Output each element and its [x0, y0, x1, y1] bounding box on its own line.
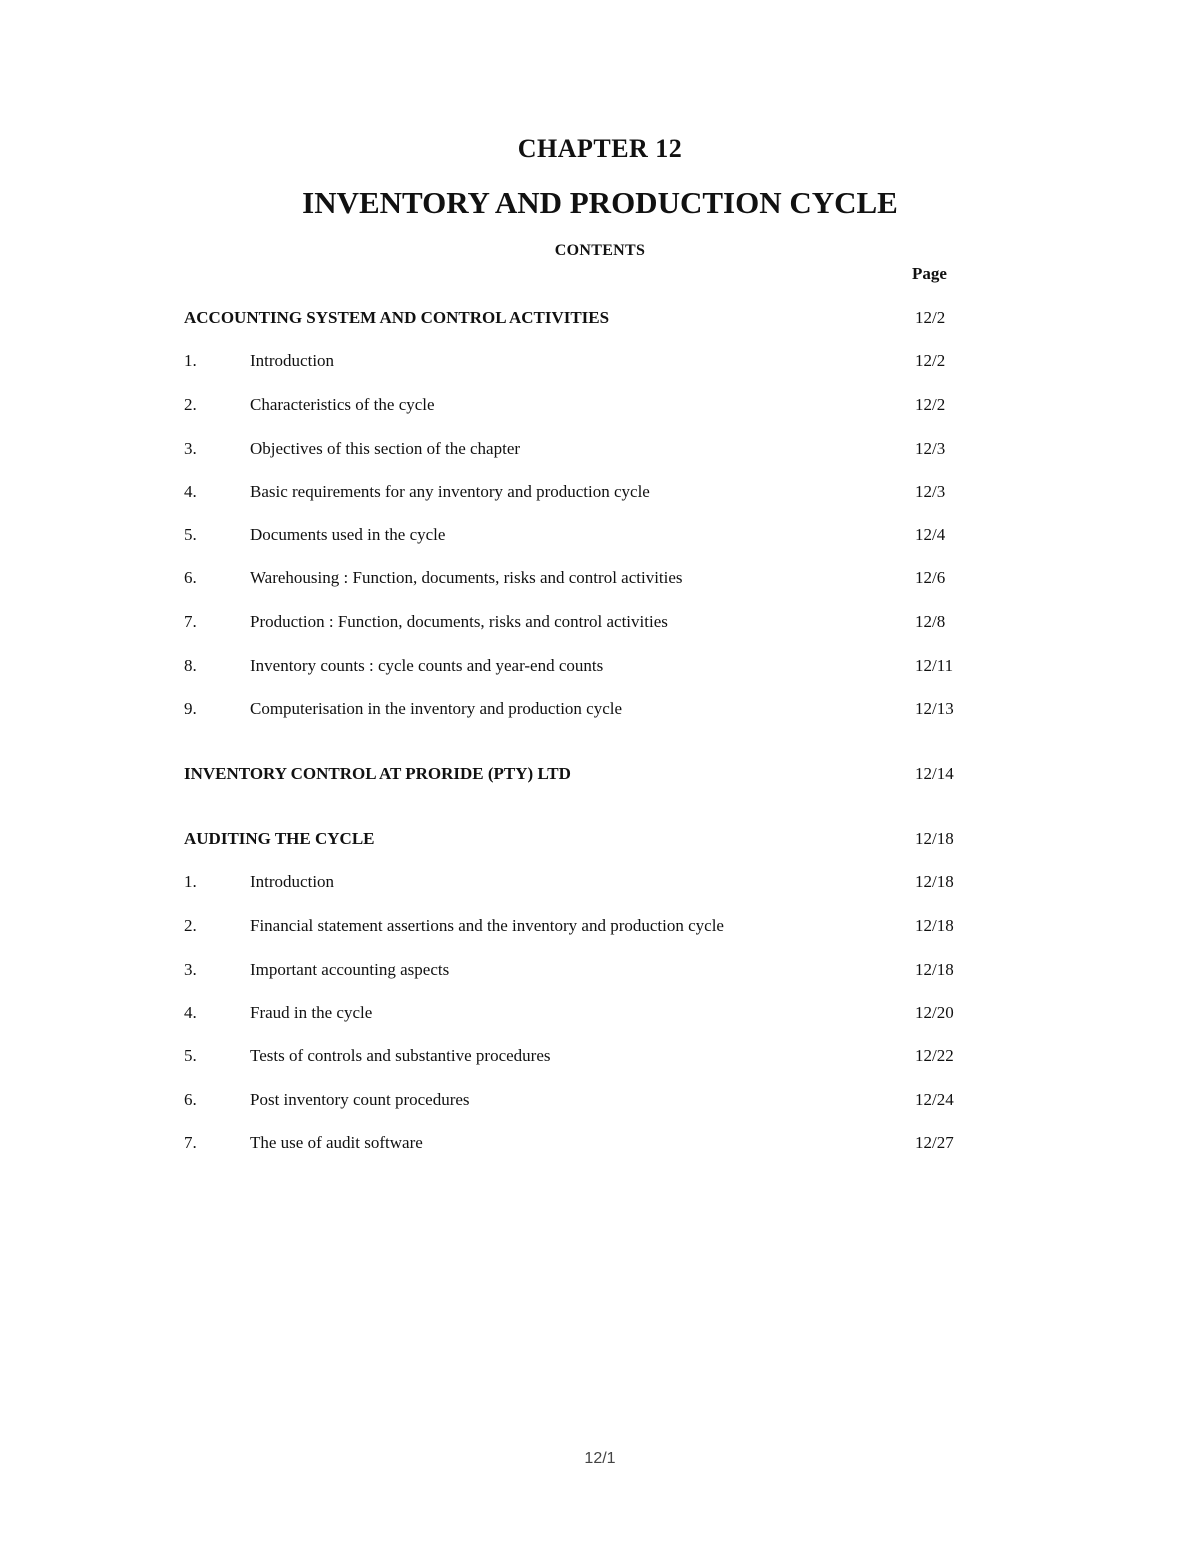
- item-title: Basic requirements for any inventory and production cycle: [250, 482, 650, 501]
- item-page: 12/3: [915, 439, 946, 458]
- section-page: 12/18: [915, 829, 954, 848]
- item-page: 12/20: [915, 1003, 954, 1022]
- item-number: 6.: [184, 568, 197, 587]
- section-title: INVENTORY CONTROL AT PRORIDE (PTY) LTD: [184, 764, 571, 783]
- item-number: 9.: [184, 699, 197, 718]
- section-page: 12/2: [915, 308, 946, 327]
- item-page: 12/11: [915, 656, 954, 675]
- toc-section-heading[interactable]: [0, 306, 1200, 330]
- section-title: AUDITING THE CYCLE: [184, 829, 375, 848]
- toc-item[interactable]: [0, 1044, 1200, 1068]
- section-page: 12/14: [915, 764, 954, 783]
- toc-item[interactable]: [0, 393, 1200, 417]
- toc-item[interactable]: [0, 523, 1200, 547]
- item-title: Introduction: [250, 351, 335, 370]
- item-number: 2.: [184, 395, 197, 414]
- item-page: 12/22: [915, 1046, 954, 1065]
- item-title: Inventory counts : cycle counts and year-end counts: [250, 656, 604, 675]
- toc-item[interactable]: [0, 610, 1200, 634]
- item-title: Production : Function, documents, risks and control activities: [250, 612, 668, 631]
- item-number: 8.: [184, 656, 197, 675]
- page-column-label: Page: [912, 264, 947, 283]
- item-page: 12/2: [915, 395, 946, 414]
- item-title: Computerisation in the inventory and production cycle: [250, 699, 623, 718]
- item-title: Important accounting aspects: [250, 960, 450, 979]
- item-number: 4.: [184, 1003, 197, 1022]
- toc-item[interactable]: [0, 349, 1200, 373]
- toc-item[interactable]: [0, 654, 1200, 678]
- item-title: Introduction: [250, 872, 335, 891]
- item-title: Financial statement assertions and the inventory and production cycle: [250, 916, 724, 935]
- item-number: 1.: [184, 351, 197, 370]
- item-page: 12/24: [915, 1090, 954, 1109]
- toc-item[interactable]: [0, 870, 1200, 894]
- item-number: 7.: [184, 1133, 197, 1152]
- item-number: 6.: [184, 1090, 197, 1109]
- item-page: 12/18: [915, 960, 954, 979]
- item-page: 12/3: [915, 482, 946, 501]
- item-title: The use of audit software: [250, 1133, 423, 1152]
- item-number: 3.: [184, 439, 197, 458]
- toc-item[interactable]: [0, 1001, 1200, 1025]
- item-page: 12/18: [915, 916, 954, 935]
- chapter-title: INVENTORY AND PRODUCTION CYCLE: [302, 185, 898, 220]
- item-page: 12/18: [915, 872, 954, 891]
- item-title: Warehousing : Function, documents, risks and control activities: [250, 568, 683, 587]
- section-title: ACCOUNTING SYSTEM AND CONTROL ACTIVITIES: [184, 308, 610, 327]
- item-page: 12/4: [915, 525, 946, 544]
- toc-section-heading[interactable]: [0, 827, 1200, 851]
- item-number: 1.: [184, 872, 197, 891]
- item-title: Fraud in the cycle: [250, 1003, 373, 1022]
- item-title: Documents used in the cycle: [250, 525, 446, 544]
- item-page: 12/2: [915, 351, 946, 370]
- toc-item[interactable]: [0, 697, 1200, 721]
- item-number: 7.: [184, 612, 197, 631]
- toc-item[interactable]: [0, 1131, 1200, 1155]
- item-title: Tests of controls and substantive procedures: [250, 1046, 551, 1065]
- toc-item[interactable]: [0, 914, 1200, 938]
- item-title: Objectives of this section of the chapter: [250, 439, 521, 458]
- item-title: Post inventory count procedures: [250, 1090, 470, 1109]
- item-number: 2.: [184, 916, 197, 935]
- item-page: 12/8: [915, 612, 946, 631]
- item-page: 12/13: [915, 699, 954, 718]
- item-number: 4.: [184, 482, 197, 501]
- toc-item[interactable]: [0, 480, 1200, 504]
- item-page: 12/27: [915, 1133, 954, 1152]
- toc-item[interactable]: [0, 958, 1200, 982]
- item-page: 12/6: [915, 568, 946, 587]
- footer-page-number: 12/1: [584, 1450, 616, 1467]
- toc-section-heading[interactable]: [0, 762, 1200, 786]
- item-title: Characteristics of the cycle: [250, 395, 435, 414]
- item-number: 5.: [184, 1046, 197, 1065]
- item-number: 3.: [184, 960, 197, 979]
- item-number: 5.: [184, 525, 197, 544]
- toc-item[interactable]: [0, 1088, 1200, 1112]
- toc-item[interactable]: [0, 437, 1200, 461]
- toc-item[interactable]: [0, 566, 1200, 590]
- chapter-number: CHAPTER 12: [517, 134, 683, 163]
- contents-heading: CONTENTS: [554, 242, 646, 259]
